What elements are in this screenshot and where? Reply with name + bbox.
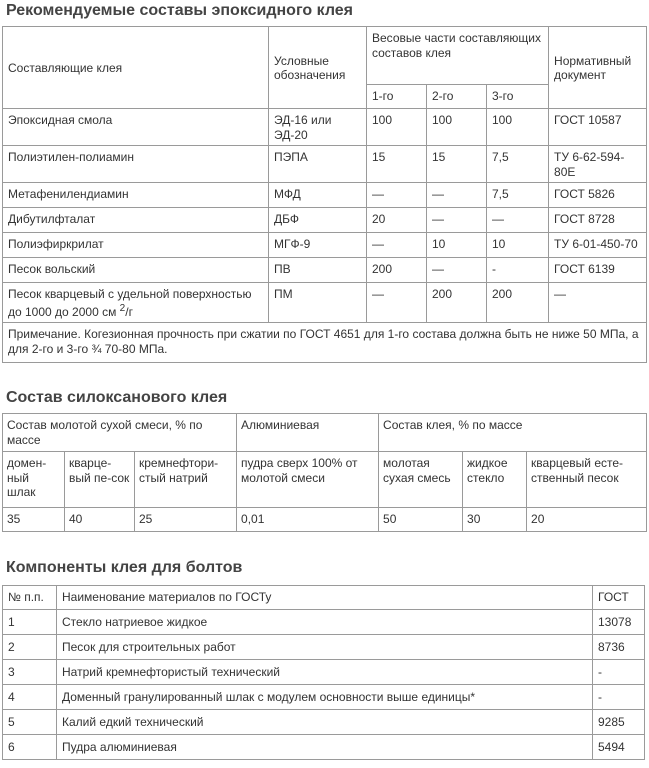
value-c2: 10 <box>427 233 487 258</box>
header-c3: 3-го <box>487 85 549 109</box>
subheader-aluminum-powder: пудра сверх 100% от молотой смеси <box>237 452 379 508</box>
subheader-quartz-sand: кварце-вый пе-сок <box>65 452 135 508</box>
header-parts: Весовые части составляющих составов клея <box>367 27 549 85</box>
row-gost: 5494 <box>593 735 645 760</box>
header-dry-mix: Состав молотой сухой смеси, % по массе <box>3 414 237 452</box>
header-name: Наименование материалов по ГОСТу <box>57 586 593 610</box>
row-gost: 8736 <box>593 635 645 660</box>
value-c1: 200 <box>367 258 427 283</box>
value-c2: 100 <box>427 109 487 146</box>
table-row <box>3 208 647 233</box>
value-c3: 200 <box>487 283 549 323</box>
epoxy-table <box>2 26 647 363</box>
table-row <box>3 233 647 258</box>
table-row <box>3 146 647 183</box>
component-name: Песок вольский <box>3 258 269 283</box>
row-name: Доменный гранулированный шлак с модулем основности выше единицы* <box>57 685 593 710</box>
table-row <box>3 283 647 323</box>
component-code: ДБФ <box>269 208 367 233</box>
row-num: 5 <box>3 710 57 735</box>
table-row <box>3 183 647 208</box>
row-gost: - <box>593 685 645 710</box>
value-c3: 100 <box>487 109 549 146</box>
row-gost: 13078 <box>593 610 645 635</box>
row-num: 2 <box>3 635 57 660</box>
siloxane-title: Состав силоксанового клея <box>6 389 228 406</box>
value-c2: 200 <box>427 283 487 323</box>
subheader-slag: домен-ный шлак <box>3 452 65 508</box>
value-dry-mix: 50 <box>379 508 463 532</box>
component-doc: ГОСТ 5826 <box>549 183 647 208</box>
row-num: 1 <box>3 610 57 635</box>
value-c2: — <box>427 183 487 208</box>
row-num: 6 <box>3 735 57 760</box>
header-num: № п.п. <box>3 586 57 610</box>
component-code: МГФ-9 <box>269 233 367 258</box>
value-c2: — <box>427 258 487 283</box>
table-row <box>3 508 647 532</box>
header-component: Составляющие клея <box>3 27 269 109</box>
header-designation: Условные обозначения <box>269 27 367 109</box>
row-num: 3 <box>3 660 57 685</box>
value-c2: 15 <box>427 146 487 183</box>
subheader-sodium-fluorosilicate: кремнефтори-стый натрий <box>135 452 237 508</box>
table-row <box>3 710 645 735</box>
unit-superscript: 2 <box>119 302 126 314</box>
siloxane-table <box>2 413 647 532</box>
component-code: ПМ <box>269 283 367 323</box>
header-c1: 1-го <box>367 85 427 109</box>
epoxy-title: Рекомендуемые составы эпоксидного клея <box>6 2 353 19</box>
component-doc: ТУ 6-01-450-70 <box>549 233 647 258</box>
unit-suffix: /г <box>125 304 133 319</box>
component-doc: — <box>549 283 647 323</box>
value-natural-sand: 20 <box>527 508 647 532</box>
value-c3: 7,5 <box>487 146 549 183</box>
subheader-natural-sand: кварцевый есте-ственный песок <box>527 452 647 508</box>
value-quartz-sand: 40 <box>65 508 135 532</box>
subheader-liquid-glass: жидкое стекло <box>463 452 527 508</box>
table-row <box>3 635 645 660</box>
component-doc: ГОСТ 8728 <box>549 208 647 233</box>
subheader-dry-mix: молотая сухая смесь <box>379 452 463 508</box>
component-doc: ГОСТ 10587 <box>549 109 647 146</box>
value-aluminum-powder: 0,01 <box>237 508 379 532</box>
value-c1: 20 <box>367 208 427 233</box>
value-sodium-fluorosilicate: 25 <box>135 508 237 532</box>
component-doc: ГОСТ 6139 <box>549 258 647 283</box>
header-gost: ГОСТ <box>593 586 645 610</box>
value-c1: — <box>367 283 427 323</box>
table-row <box>3 685 645 710</box>
value-c1: — <box>367 233 427 258</box>
component-name-text: Песок кварцевый с удельной поверхностью до 1000 до 2000 см <box>8 287 252 319</box>
value-c3: — <box>487 208 549 233</box>
component-code: ПВ <box>269 258 367 283</box>
header-doc: Нормативный документ <box>549 27 647 109</box>
value-c3: - <box>487 258 549 283</box>
component-code: МФД <box>269 183 367 208</box>
value-c1: — <box>367 183 427 208</box>
table-row <box>3 735 645 760</box>
bolts-table <box>2 585 645 760</box>
value-c3: 7,5 <box>487 183 549 208</box>
row-gost: - <box>593 660 645 685</box>
header-aluminum: Алюминиевая <box>237 414 379 452</box>
table-row <box>3 610 645 635</box>
component-name <box>3 283 269 323</box>
table-row <box>3 258 647 283</box>
row-name: Калий едкий технический <box>57 710 593 735</box>
table-row <box>3 109 647 146</box>
row-gost: 9285 <box>593 710 645 735</box>
value-c2: — <box>427 208 487 233</box>
component-name: Эпоксидная смола <box>3 109 269 146</box>
header-c2: 2-го <box>427 85 487 109</box>
component-name: Полиэфиркрилат <box>3 233 269 258</box>
row-num: 4 <box>3 685 57 710</box>
epoxy-note: Примечание. Когезионная прочность при сжатии по ГОСТ 4651 для 1-го состава должна быть не ниже 50 МПа, а для 2-го и 3-го ¾ 70-80 МПа. <box>3 323 647 363</box>
row-name: Песок для строительных работ <box>57 635 593 660</box>
value-slag: 35 <box>3 508 65 532</box>
row-name: Стекло натриевое жидкое <box>57 610 593 635</box>
row-name: Пудра алюминиевая <box>57 735 593 760</box>
component-name: Дибутилфталат <box>3 208 269 233</box>
table-row <box>3 660 645 685</box>
component-name: Метафенилендиамин <box>3 183 269 208</box>
value-c1: 100 <box>367 109 427 146</box>
component-code: ПЭПА <box>269 146 367 183</box>
bolts-title: Компоненты клея для болтов <box>6 559 243 576</box>
value-liquid-glass: 30 <box>463 508 527 532</box>
header-glue: Состав клея, % по массе <box>379 414 647 452</box>
component-doc: ТУ 6-62-594-80Е <box>549 146 647 183</box>
row-name: Натрий кремнефтористый технический <box>57 660 593 685</box>
value-c1: 15 <box>367 146 427 183</box>
component-name: Полиэтилен-полиамин <box>3 146 269 183</box>
value-c3: 10 <box>487 233 549 258</box>
component-code: ЭД-16 или ЭД-20 <box>269 109 367 146</box>
